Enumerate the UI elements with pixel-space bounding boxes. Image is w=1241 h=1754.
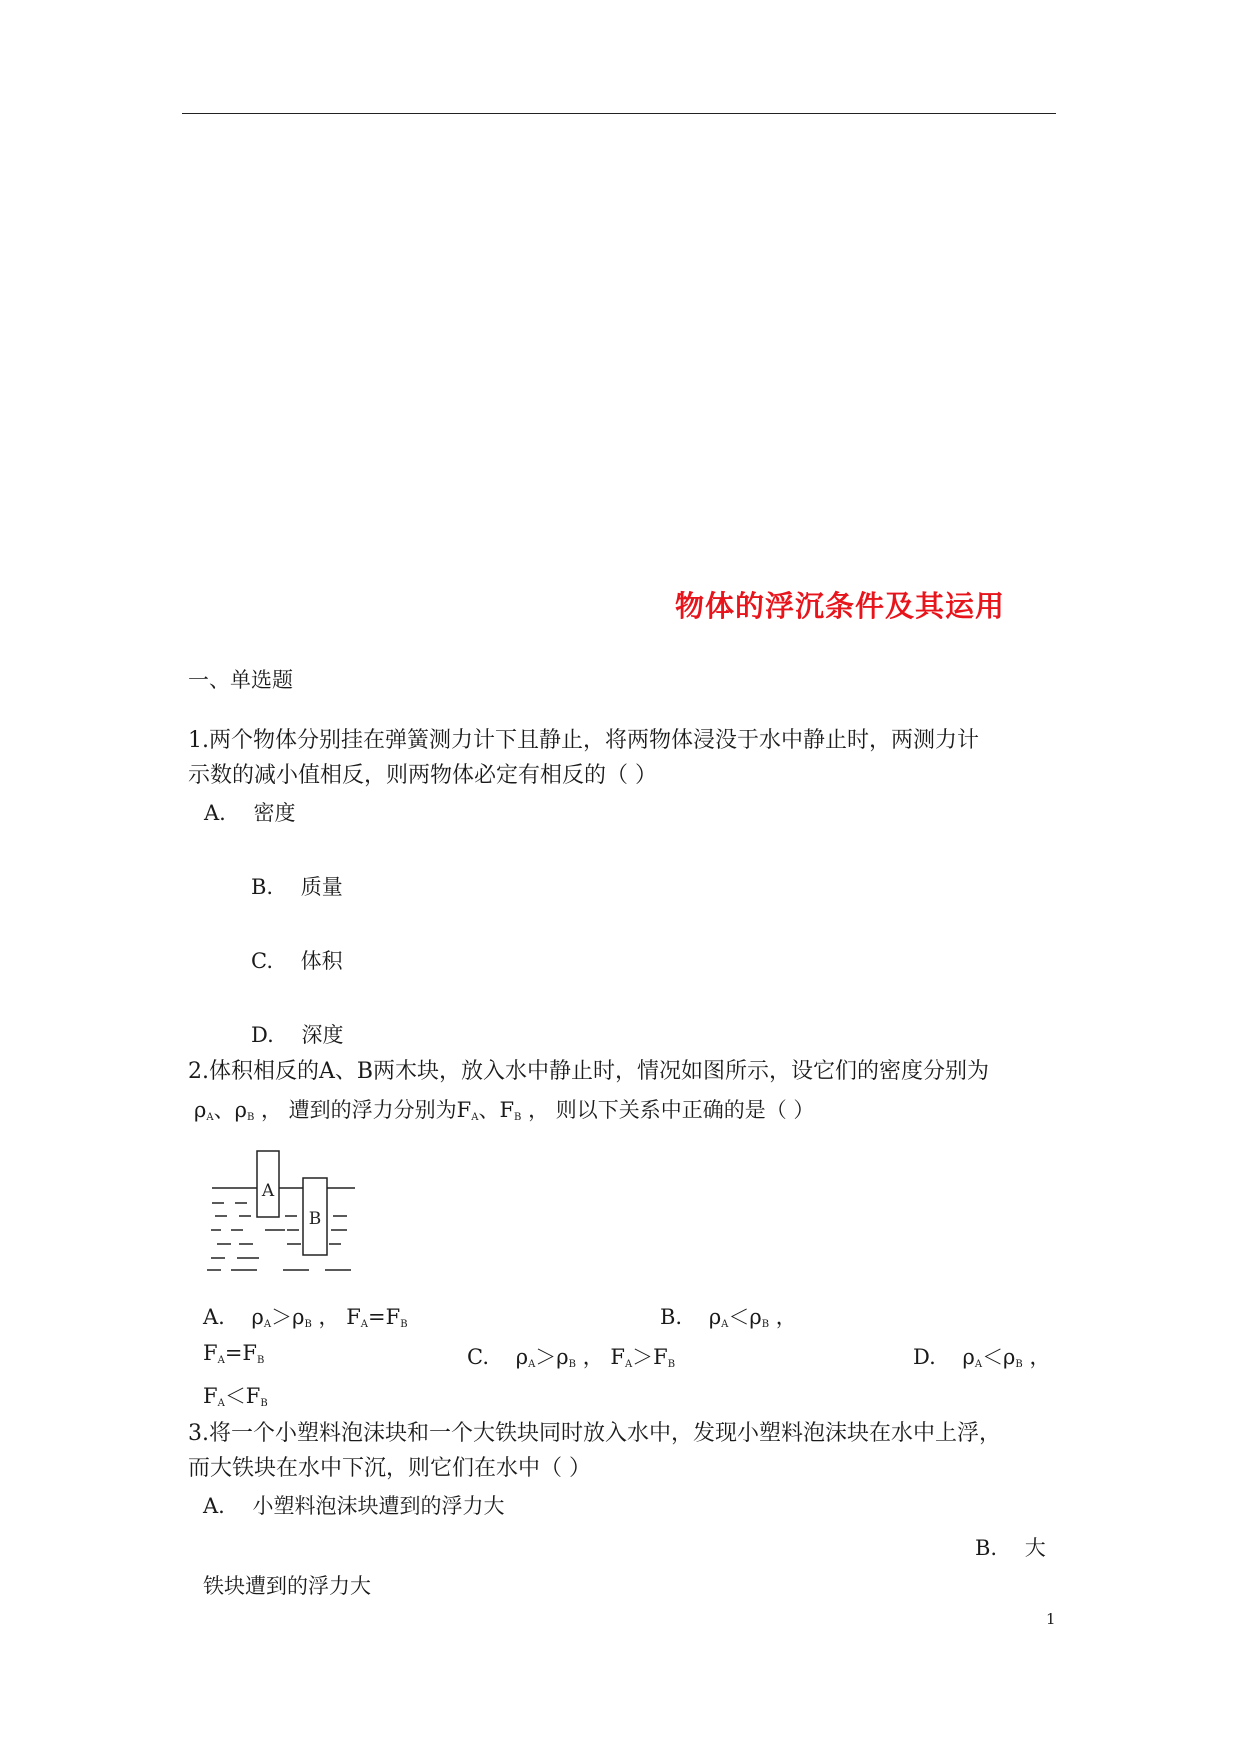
section-heading: 一、单选题 (188, 668, 293, 692)
q1-option-a[interactable]: A. 密度 (204, 801, 296, 825)
q1-option-b[interactable]: B. 质量 (251, 875, 343, 899)
q2-option-d[interactable]: D. $\rho_A<\rho_B$ ， (913, 1345, 1051, 1370)
document-title: 物体的浮沉条件及其运用 (675, 589, 1006, 623)
figure-label-b: B (308, 1209, 322, 1229)
q2-option-c[interactable]: C. $\rho_A>\rho_B$ ， $F_A>F_B$ (467, 1345, 676, 1370)
q3-option-a[interactable]: A. 小塑料泡沫块遭到的浮力大 (203, 1494, 505, 1518)
figure-label-a: A (261, 1181, 275, 1201)
q2-stem-line2: $\rho_A$、$\rho_B$ ， 遭到的浮力分别为$F_A$、$F_B$ ， 则以下关系中正确的是（ ） (194, 1098, 815, 1123)
q1-option-d[interactable]: D. 深度 (251, 1023, 344, 1047)
q3-option-b-continued: 铁块遭到的浮力大 (203, 1574, 371, 1598)
q2-option-b[interactable]: B. $\rho_A<\rho_B$ ， (660, 1305, 797, 1330)
q3-option-b[interactable]: B. 大 (975, 1536, 1046, 1560)
q3-stem-line1: 3.将一个小塑料泡沫块和一个大铁块同时放入水中，发现小塑料泡沫块在水中上浮， (188, 1421, 1001, 1446)
q2-option-b-continued: $F_A=F_B$ (203, 1341, 265, 1366)
blocks-in-water-figure (207, 1148, 359, 1272)
q2-option-d-continued: $F_A<F_B$ (203, 1384, 268, 1409)
header-rule (182, 113, 1056, 114)
q2-option-a[interactable]: A. $\rho_A>\rho_B$ ， $F_A=F_B$ (203, 1305, 408, 1330)
q2-stem-line1: 2.体积相反的A、B两木块，放入水中静止时，情况如图所示，设它们的密度分别为 (188, 1059, 990, 1084)
q1-option-c[interactable]: C. 体积 (251, 949, 343, 973)
q1-stem-line2: 示数的减小值相反，则两物体必定有相反的（ ） (188, 763, 657, 788)
q3-stem-line2: 而大铁块在水中下沉，则它们在水中（ ） (188, 1456, 591, 1481)
page-number: 1 (1046, 1610, 1056, 1628)
q1-stem-line1: 1.两个物体分别挂在弹簧测力计下且静止，将两物体浸没于水中静止时，两测力计 (188, 728, 979, 753)
